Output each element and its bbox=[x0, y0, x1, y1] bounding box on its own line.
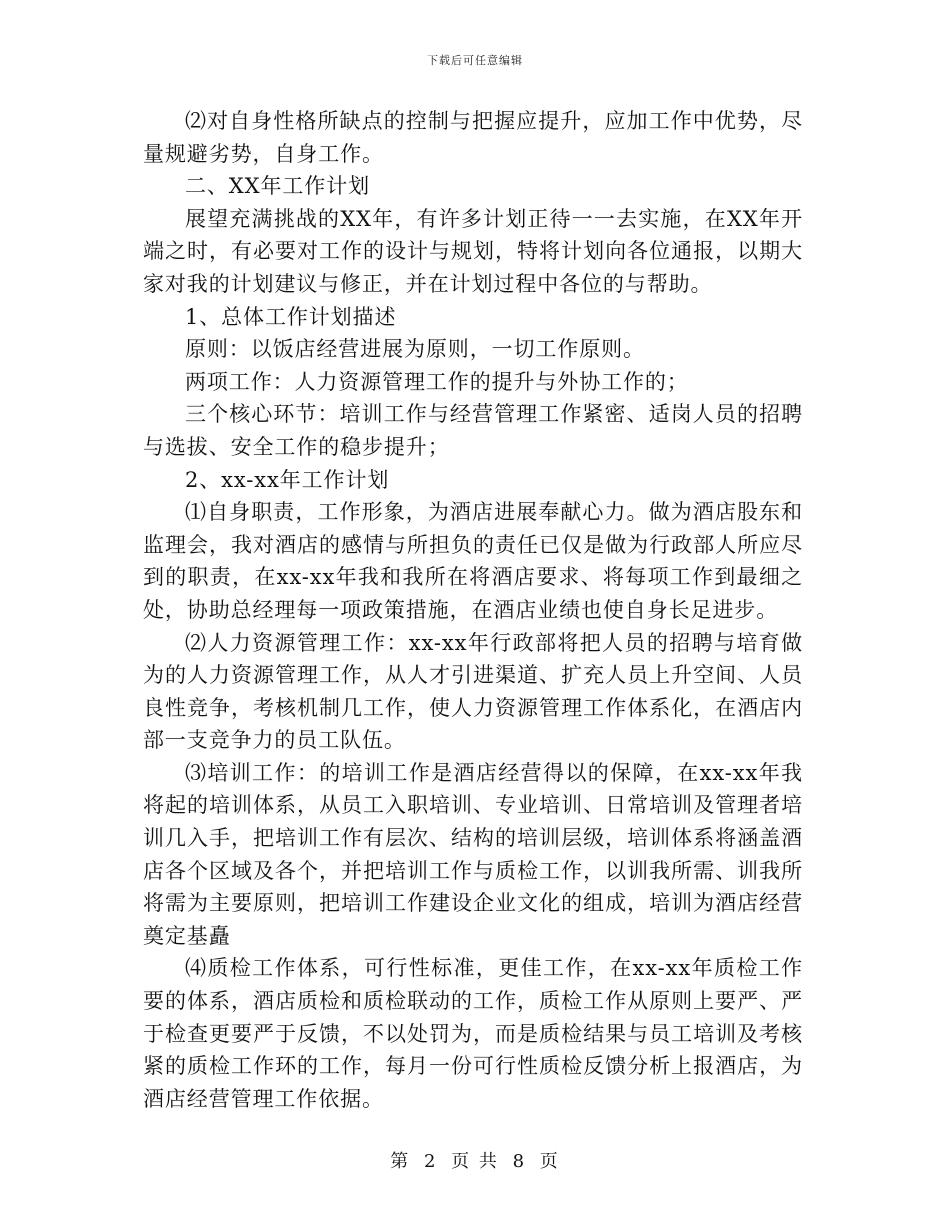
paragraph: ⑵人力资源管理工作：xx-xx年行政部将把人员的招聘与培育做为的人力资源管理工作，从人才引进渠道、扩充人员上升空间、人员良性竞争，考核机制几工作，使人力资源管理工作体系化，在酒店内部一支竞争力的员工队伍。 bbox=[143, 630, 803, 753]
subsection-heading: 1、总体工作计划描述 bbox=[185, 304, 397, 329]
paragraph: ⑵对自身性格所缺点的控制与把握应提升，应加工作中优势，尽量规避劣势，自身工作。 bbox=[143, 109, 803, 166]
paragraph: 原则：以饭店经营进展为原则，一切工作原则。 bbox=[185, 337, 645, 362]
paragraph: ⑷质检工作体系，可行性标准，更佳工作，在xx-xx年质检工作要的体系，酒店质检和质检联动的工作，质检工作从原则上要严、严于检查更要严于反馈，不以处罚为，而是质检结果与员工培训及考核紧的质检工作环的工作，每月一份可行性质检反馈分析上报酒店，为酒店经营管理工作依据。 bbox=[143, 956, 803, 1111]
document-body bbox=[143, 105, 803, 1115]
total-pages-number: 8 bbox=[512, 1151, 527, 1172]
page-footer bbox=[0, 1147, 950, 1173]
current-page-number: 2 bbox=[423, 1151, 438, 1172]
footer-middle: 页 共 bbox=[451, 1151, 499, 1172]
subsection-heading: 2、xx-xx年工作计划 bbox=[185, 467, 390, 492]
paragraph: ⑶培训工作：的培训工作是酒店经营得以的保障，在xx-xx年我将起的培训体系，从员工入职培训、专业培训、日常培训及管理者培训几入手，把培训工作有层次、结构的培训层级，培训体系将涵盖酒店各个区域及各个，并把培训工作与质检工作，以训我所需、训我所将需为主要原则，把培训工作建设企业文化的组成，培训为酒店经营奠定基矗 bbox=[143, 760, 803, 948]
footer-suffix: 页 bbox=[539, 1151, 560, 1172]
section-heading: 二、XX年工作计划 bbox=[185, 174, 370, 199]
footer-prefix: 第 bbox=[390, 1151, 411, 1172]
paragraph: 展望充满挑战的XX年，有许多计划正待一一去实施，在XX年开端之时，有必要对工作的设计与规划，特将计划向各位通报，以期大家对我的计划建议与修正，并在计划过程中各位的与帮助。 bbox=[143, 206, 803, 296]
page-header: 下载后可任意编辑 bbox=[427, 54, 523, 67]
paragraph: 两项工作：人力资源管理工作的提升与外协工作的； bbox=[185, 369, 689, 394]
paragraph: ⑴自身职责，工作形象，为酒店进展奉献心力。做为酒店股东和监理会，我对酒店的感情与所担负的责任已仅是做为行政部人所应尽到的职责，在xx-xx年我和我所在将酒店要求、将每项工作到最细之处，协助总经理每一项政策措施，在酒店业绩也使自身长足进步。 bbox=[143, 500, 803, 622]
paragraph: 三个核心环节：培训工作与经营管理工作紧密、适岗人员的招聘与选拔、安全工作的稳步提升； bbox=[143, 402, 803, 459]
